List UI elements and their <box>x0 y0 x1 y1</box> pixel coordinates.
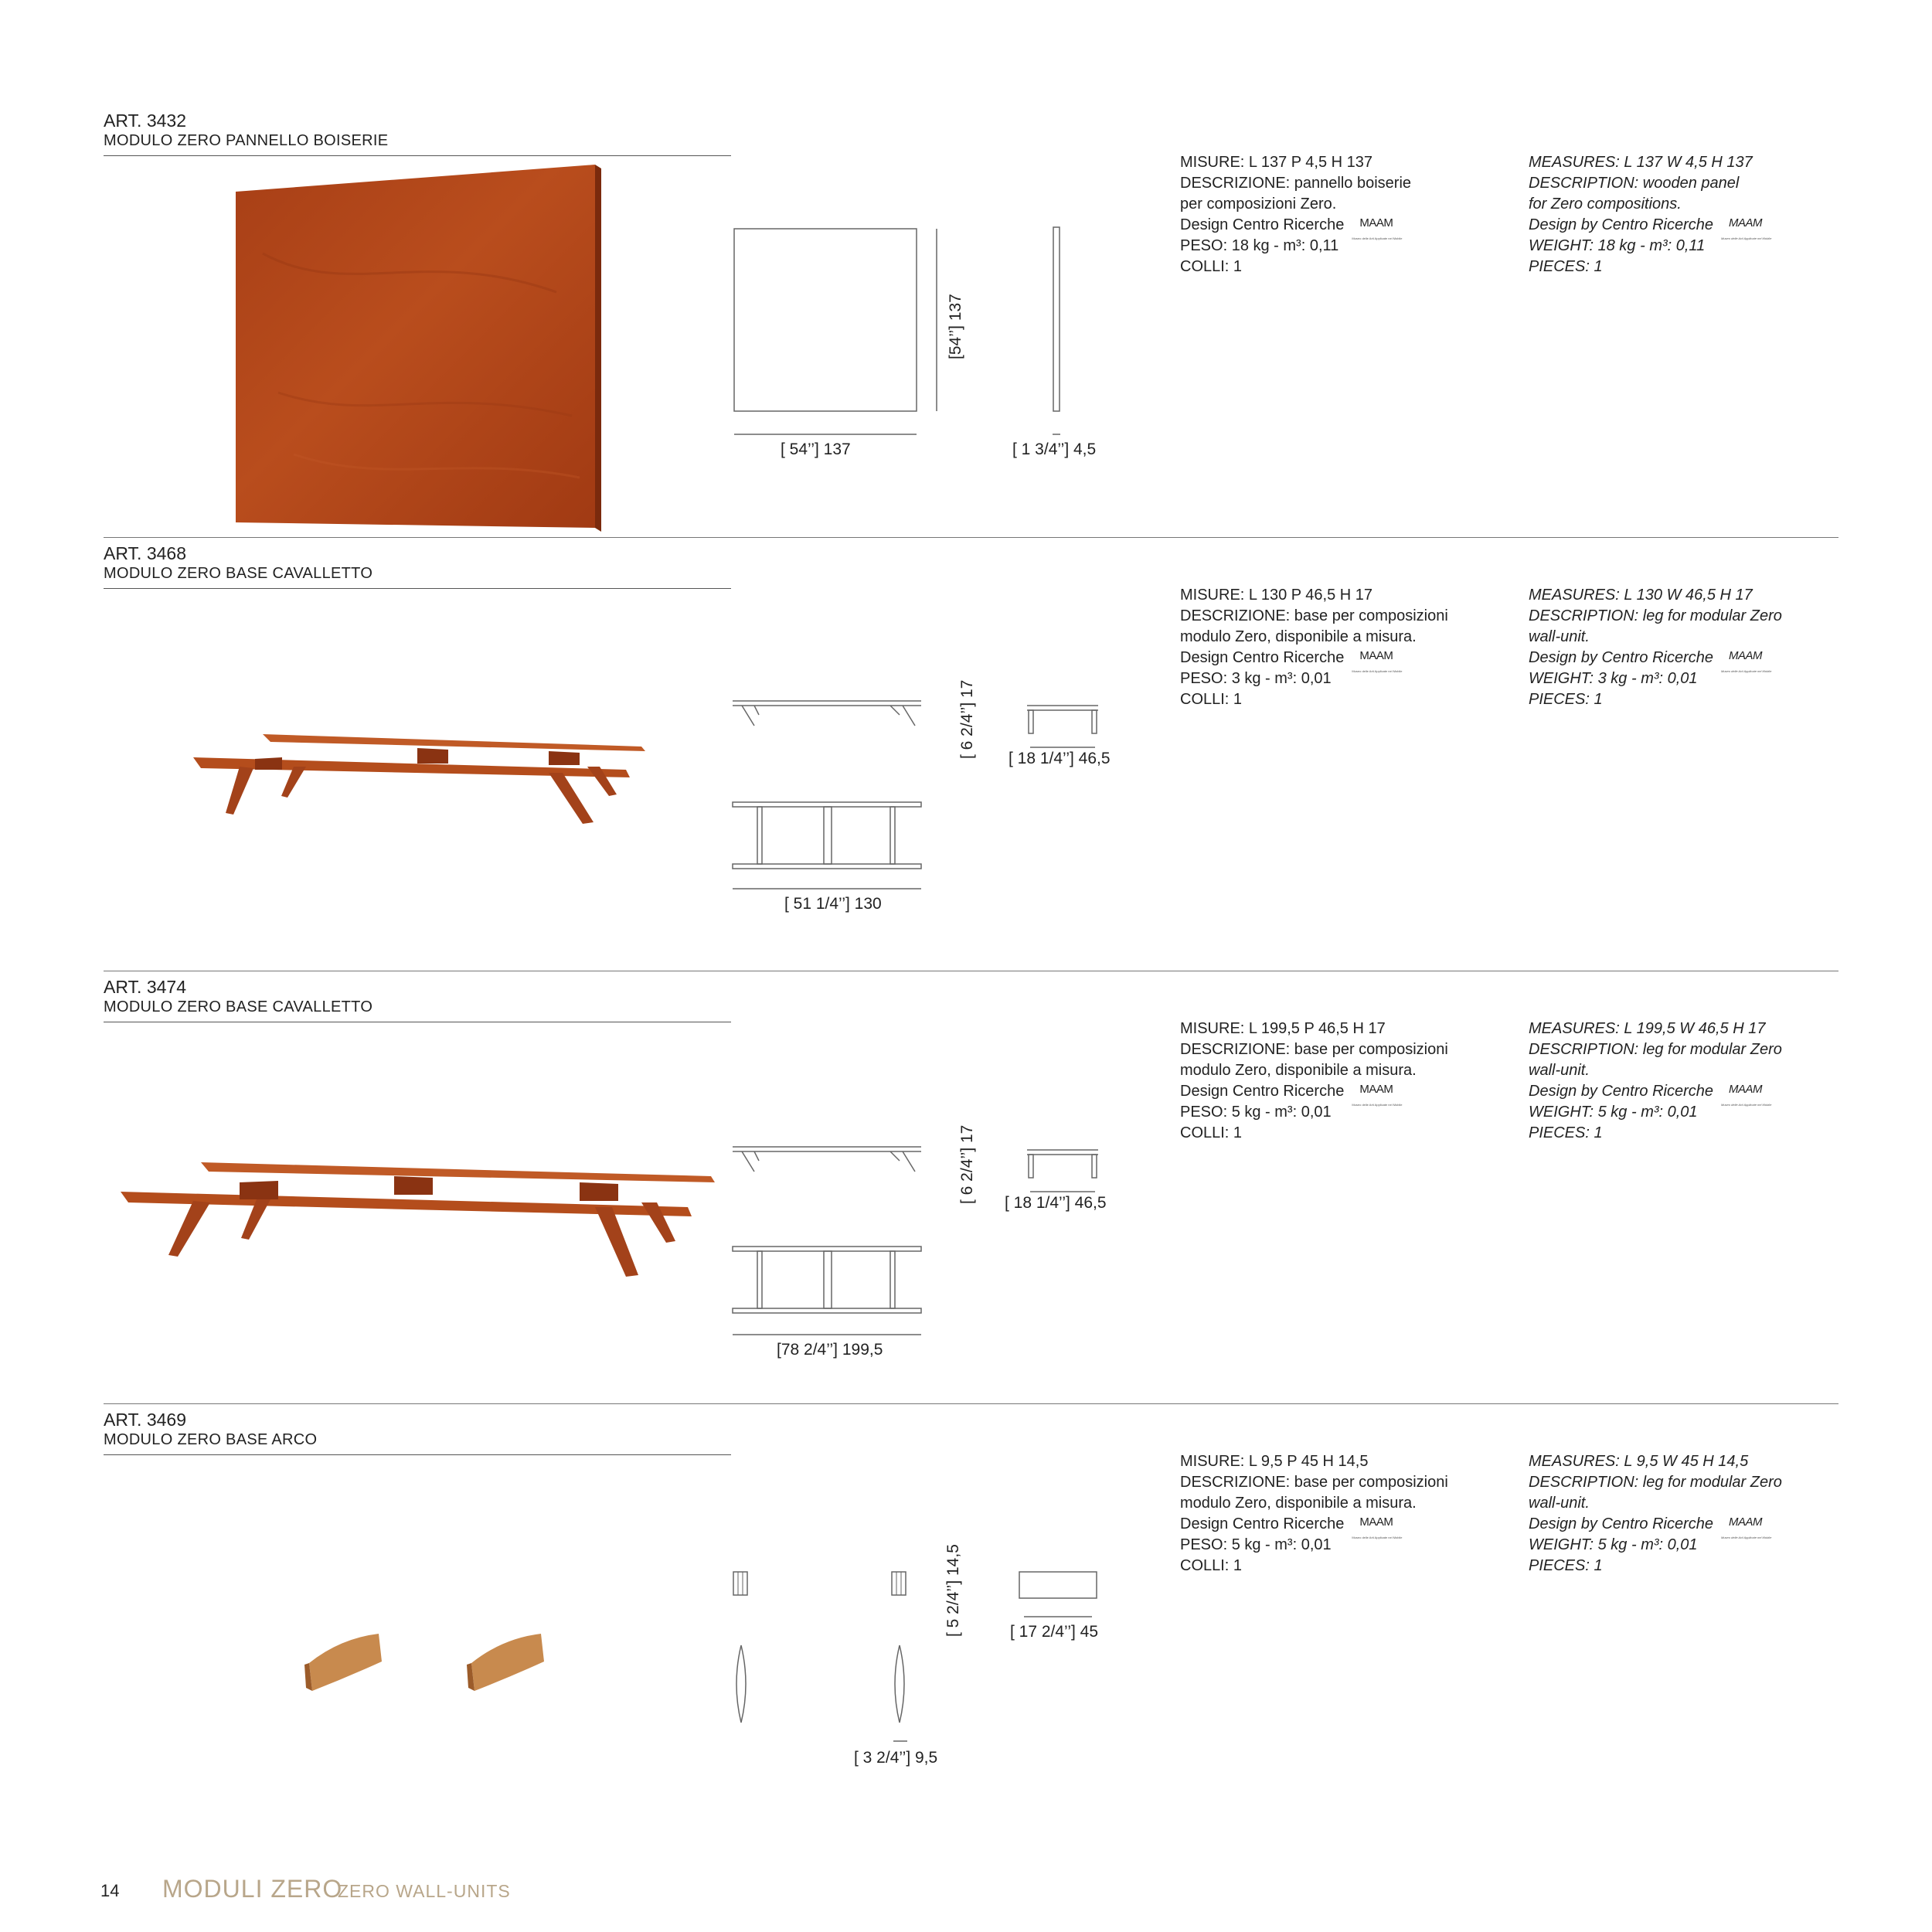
spec-line: MISURE: L 137 P 4,5 H 137 <box>1180 154 1373 171</box>
dim-height: [ 6 2/4’’] 17 <box>958 679 976 759</box>
footer-title: MODULI ZERO <box>162 1875 343 1903</box>
panel-photo <box>232 161 603 532</box>
spec-line: Design by Centro Ricerche <box>1529 649 1713 666</box>
spec-line: MEASURES: L 199,5 W 46,5 H 17 <box>1529 1020 1766 1037</box>
specs-english <box>1529 1451 1782 1577</box>
spec-line: modulo Zero, disponibile a misura. <box>1180 628 1417 645</box>
spec-line: Design Centro Ricerche <box>1180 216 1345 233</box>
specs-english <box>1529 152 1775 277</box>
panel-side-drawing <box>1051 224 1066 440</box>
spec-line: Design Centro Ricerche <box>1180 649 1345 666</box>
dim-height: [ 6 2/4’’] 17 <box>958 1124 976 1204</box>
title-rule <box>104 155 731 156</box>
article-name: MODULO ZERO BASE CAVALLETTO <box>104 565 373 582</box>
article-name: MODULO ZERO BASE CAVALLETTO <box>104 998 373 1015</box>
spec-line: Design by Centro Ricerche <box>1529 1515 1713 1532</box>
spec-line: COLLI: 1 <box>1180 258 1243 275</box>
article-code: ART. 3468 <box>104 543 186 563</box>
spec-line: PESO: 18 kg - m³: 0,11 <box>1180 237 1339 254</box>
dim-height: [ 5 2/4’’] 14,5 <box>944 1544 962 1637</box>
specs-italian <box>1180 1019 1448 1144</box>
spec-line: modulo Zero, disponibile a misura. <box>1180 1062 1417 1079</box>
spec-line: modulo Zero, disponibile a misura. <box>1180 1495 1417 1512</box>
spec-line: DESCRIZIONE: base per composizioni <box>1180 1041 1448 1058</box>
spec-line: PIECES: 1 <box>1529 1124 1603 1141</box>
title-rule <box>104 1454 731 1455</box>
article-code: ART. 3469 <box>104 1410 186 1430</box>
spec-line: MISURE: L 9,5 P 45 H 14,5 <box>1180 1453 1369 1470</box>
spec-line: COLLI: 1 <box>1180 1124 1243 1141</box>
spec-line: PESO: 5 kg - m³: 0,01 <box>1180 1536 1332 1553</box>
spec-line: MEASURES: L 137 W 4,5 H 137 <box>1529 154 1753 171</box>
spec-line: per composizioni Zero. <box>1180 196 1337 213</box>
trestle-plan-drawing <box>726 796 927 904</box>
footer-subtitle: ZERO WALL-UNITS <box>338 1881 511 1901</box>
arc-photo <box>301 1631 556 1708</box>
spec-line: WEIGHT: 5 kg - m³: 0,01 <box>1529 1536 1698 1553</box>
dim-height: [54’’] 137 <box>947 294 964 359</box>
trestle-long-photo <box>116 1151 719 1291</box>
maam-logo: MAAM Museo delle Arti Applicate nel Mobile <box>1352 649 1403 673</box>
maam-logo: MAAM Museo delle Arti Applicate nel Mobile <box>1721 649 1772 673</box>
spec-line: DESCRIZIONE: base per composizioni <box>1180 607 1448 624</box>
spec-line: DESCRIZIONE: pannello boiserie <box>1180 175 1412 192</box>
spec-line: MEASURES: L 9,5 W 45 H 14,5 <box>1529 1453 1749 1470</box>
spec-line: wall-unit. <box>1529 1062 1590 1079</box>
spec-line: DESCRIPTION: wooden panel <box>1529 175 1740 192</box>
maam-logo: MAAM Museo delle Arti Applicate nel Mobile <box>1721 1515 1772 1539</box>
article-code: ART. 3474 <box>104 977 186 997</box>
specs-italian <box>1180 585 1448 710</box>
trestle-photo <box>185 719 657 835</box>
trestle-plan-drawing <box>726 1240 927 1349</box>
spec-line: DESCRIPTION: leg for modular Zero <box>1529 1474 1782 1491</box>
specs-italian <box>1180 152 1411 277</box>
spec-line: DESCRIPTION: leg for modular Zero <box>1529 1041 1782 1058</box>
spec-line: Design by Centro Ricerche <box>1529 1083 1713 1100</box>
maam-logo: MAAM Museo delle Arti Applicate nel Mobile <box>1352 216 1403 240</box>
arc-elevation-drawing <box>1016 1569 1101 1623</box>
spec-line: PIECES: 1 <box>1529 691 1603 708</box>
specs-english <box>1529 585 1782 710</box>
maam-logo: MAAM Museo delle Arti Applicate nel Mobile <box>1721 216 1772 240</box>
title-rule <box>104 588 731 589</box>
specs-italian <box>1180 1451 1448 1577</box>
spec-line: PIECES: 1 <box>1529 1557 1603 1574</box>
spec-line: MISURE: L 199,5 P 46,5 H 17 <box>1180 1020 1386 1037</box>
dim-depth: [ 18 1/4’’] 46,5 <box>1009 750 1111 767</box>
dim-width: [ 51 1/4’’] 130 <box>784 895 882 913</box>
dim-depth: [ 18 1/4’’] 46,5 <box>1005 1194 1107 1212</box>
spec-line: COLLI: 1 <box>1180 691 1243 708</box>
spec-line: WEIGHT: 18 kg - m³: 0,11 <box>1529 237 1706 254</box>
article-name: MODULO ZERO BASE ARCO <box>104 1431 318 1448</box>
section-divider <box>104 1403 1838 1404</box>
trestle-elevation-drawing <box>726 692 927 730</box>
spec-line: MEASURES: L 130 W 46,5 H 17 <box>1529 587 1753 604</box>
arc-plan-drawing <box>730 1642 753 1727</box>
dim-width: [ 54’’] 137 <box>781 440 851 458</box>
spec-line: WEIGHT: 5 kg - m³: 0,01 <box>1529 1104 1698 1121</box>
spec-line: PESO: 5 kg - m³: 0,01 <box>1180 1104 1332 1121</box>
maam-logo: MAAM Museo delle Arti Applicate nel Mobile <box>1352 1083 1403 1107</box>
arc-profile-drawing <box>730 1569 753 1600</box>
trestle-end-drawing <box>1024 699 1101 753</box>
arc-profile-drawing <box>889 1569 912 1600</box>
section-divider <box>104 537 1838 538</box>
spec-line: DESCRIPTION: leg for modular Zero <box>1529 607 1782 624</box>
spec-line: PESO: 3 kg - m³: 0,01 <box>1180 670 1332 687</box>
trestle-end-drawing <box>1024 1144 1101 1198</box>
maam-logo: MAAM Museo delle Arti Applicate nel Mobile <box>1352 1515 1403 1539</box>
spec-line: MISURE: L 130 P 46,5 H 17 <box>1180 587 1373 604</box>
maam-logo: MAAM Museo delle Arti Applicate nel Mobile <box>1721 1083 1772 1107</box>
spec-line: PIECES: 1 <box>1529 258 1603 275</box>
trestle-elevation-drawing <box>726 1138 927 1176</box>
page-number: 14 <box>100 1881 120 1900</box>
spec-line: wall-unit. <box>1529 1495 1590 1512</box>
spec-line: Design by Centro Ricerche <box>1529 216 1713 233</box>
panel-front-drawing <box>726 224 958 448</box>
arc-plan-drawing <box>889 1642 912 1727</box>
spec-line: for Zero compositions. <box>1529 196 1682 213</box>
specs-english <box>1529 1019 1782 1144</box>
dim-depth: [ 1 3/4’’] 4,5 <box>1012 440 1097 458</box>
dim-depth: [ 17 2/4’’] 45 <box>1010 1623 1099 1641</box>
spec-line: WEIGHT: 3 kg - m³: 0,01 <box>1529 670 1698 687</box>
article-name: MODULO ZERO PANNELLO BOISERIE <box>104 132 389 149</box>
spec-line: wall-unit. <box>1529 628 1590 645</box>
dim-width: [78 2/4’’] 199,5 <box>777 1341 883 1359</box>
spec-line: Design Centro Ricerche <box>1180 1515 1345 1532</box>
spec-line: Design Centro Ricerche <box>1180 1083 1345 1100</box>
dim-width: [ 3 2/4’’] 9,5 <box>854 1749 938 1767</box>
spec-line: COLLI: 1 <box>1180 1557 1243 1574</box>
article-code: ART. 3432 <box>104 111 186 131</box>
spec-line: DESCRIZIONE: base per composizioni <box>1180 1474 1448 1491</box>
